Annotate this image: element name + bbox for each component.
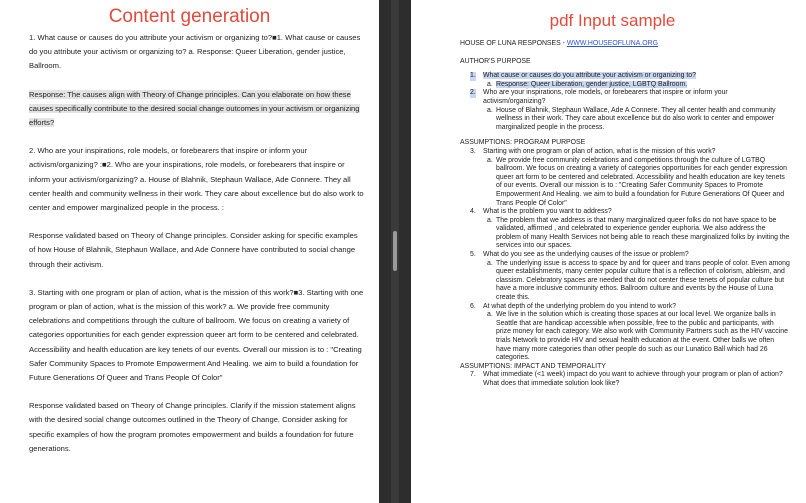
answer-item: a. The problem that we address is that many marginalized queer folks do not have space to be validated, affirmed , and celebrated to experience gender euphoria. We also address the problem of many Health Services not being able to reach these marginalized folks by inviting the services into our spaces. bbox=[487, 216, 790, 250]
website-link[interactable]: WWW.HOUSEOFLUNA.ORG bbox=[566, 40, 658, 47]
generated-paragraph: 1. What cause or causes do you attribute your activism or organizing to?■1. What cause or causes do you attribute your activism or organizing to? a. Response: Queer Liberation, gender justice, Ballroom. bbox=[29, 33, 361, 71]
answer-item: a. House of Blahnik, Stephaun Wallace, Ade A Connere. They all center health and community wellness in their work. They care about excellence but do also work to center and empower marginalized people in the process. bbox=[487, 106, 776, 131]
question-item: 4. What is the problem you want to address? bbox=[470, 208, 612, 216]
divider-drag-handle[interactable] bbox=[393, 231, 397, 271]
content-generation-title: Content generation bbox=[108, 6, 271, 27]
generated-paragraph: 3. Starting with one program or plan of action, what is the mission of this work?■3. Starting with one program or plan of action, what is the mission of this work? a. We provide free community celebrations and competitions through the culture of ballroom. We focus on creating a variety of categories opportunities for each gender expression queer art form to be centered and celebrated. Accessibility and health education are key tenets of our events. Overall our mission is to : "Creating Safer Community Spaces to Promote Empowerment And Healing. we aim to build a foundation for Future Generations Of Queer and Trans People Of Color" bbox=[29, 287, 364, 383]
answer-item: a. We live in the solution which is creating those spaces at our local level. We organize balls in Seattle that are handicap accessible when possible, free to the public and participants, with prize money for each category. We also work with Community Partners such as the HIV vaccine trials Network to provide HIV and sexual health education at the event. Other balls we often have many more categories than other people do such as our Lunatico Ball which had 26 categories. bbox=[487, 311, 788, 362]
pdf-input-pane[interactable] bbox=[411, 0, 806, 503]
pdf-document-body bbox=[460, 40, 790, 389]
answer-item: a. Response: Queer Liberation, gender justice, LGBTQ Ballroom. bbox=[487, 80, 688, 88]
assumptions-program-heading: ASSUMPTIONS: PROGRAM PURPOSE bbox=[460, 139, 586, 147]
generated-paragraph: 2. Who are your inspirations, role models, or forebearers that inspire or inform your activism/organizing? :■2. Who are your inspirations, role models, or forebearers that inspire or inform your activism/organizing? a. House of Blahnik, Stephaun Wallace, Ade Connere. They all center health and community wellness in their work. They care about excellence but do also work to center and empower marginalized people in the process. : bbox=[29, 146, 364, 213]
generated-paragraph-highlighted: Response: The causes align with Theory of Change principles. Can you elaborate on how these causes specifically contribute to the desired social change outcomes in your activism or organizing efforts? bbox=[29, 89, 360, 128]
content-generation-pane[interactable] bbox=[0, 0, 379, 503]
answer-item: a. The underlying issue is access to space by and for queer and trans people of color. Even among queer establishments, many center popular culture that is a reflection of colorism, ableism, and classism. Celebratory spaces are needed that do not center these tenets of popular culture but have a more inclusive community ethos. Ballroom culture and events by the House of Luna create this. bbox=[487, 259, 790, 302]
question-item: 6. At what depth of the underlying problem do you intend to work? bbox=[470, 302, 677, 310]
generated-paragraph: Response validated based on Theory of Change principles. Clarify if the mission statement aligns with the desired social change outcomes outlined in the Theory of Change. Consider asking for specific examples of how the program promotes empowerment and builds a foundation for future generations. bbox=[29, 401, 356, 453]
generated-content-body bbox=[29, 31, 364, 470]
authors-purpose-heading: AUTHOR'S PURPOSE bbox=[460, 57, 531, 65]
pdf-input-title: pdf Input sample bbox=[549, 11, 676, 30]
document-header: HOUSE OF LUNA RESPONSES - WWW.HOUSEOFLUNA.ORG bbox=[460, 40, 658, 47]
assumptions-impact-heading: ASSUMPTIONS: IMPACT AND TEMPORALITY bbox=[460, 362, 606, 370]
question-item: 7. What immediate (<1 week) impact do you want to achieve through your program or plan of action? What does that immediate solution look like? bbox=[470, 371, 783, 387]
question-item: 3. Starting with one program or plan of action, what is the mission of this work? bbox=[470, 147, 716, 155]
answer-item: a. We provide free community celebrations and competitions through the culture of LGTBQ ballroom. We focus on creating a variety of categories opportunities for each gender expression queer art form to be centered and celebrated. Accessibility and health education are key tenets of our events. Overall our mission is to : "Creating Safer Community Spaces to Promote Empowerment And Healing. we aim to build a foundation for Future Generations Of Queer and Trans People Of Color" bbox=[487, 156, 787, 207]
split-divider[interactable] bbox=[379, 0, 411, 503]
question-item: 2. Who are your inspirations, role models, or forebearers that inspire or inform your activism/organizing? bbox=[470, 89, 728, 105]
question-item: 5. What do you see as the underlying causes of the issue or problem? bbox=[470, 251, 689, 259]
generated-paragraph: Response validated based on Theory of Change principles. Consider asking for specific examples of how House of Blahnik, Stephaun Wallace, and Ade Connere have contributed to social change through their activism. bbox=[29, 231, 358, 269]
question-item: 1. What cause or causes do you attribute your activism or organizing to? bbox=[470, 72, 696, 80]
